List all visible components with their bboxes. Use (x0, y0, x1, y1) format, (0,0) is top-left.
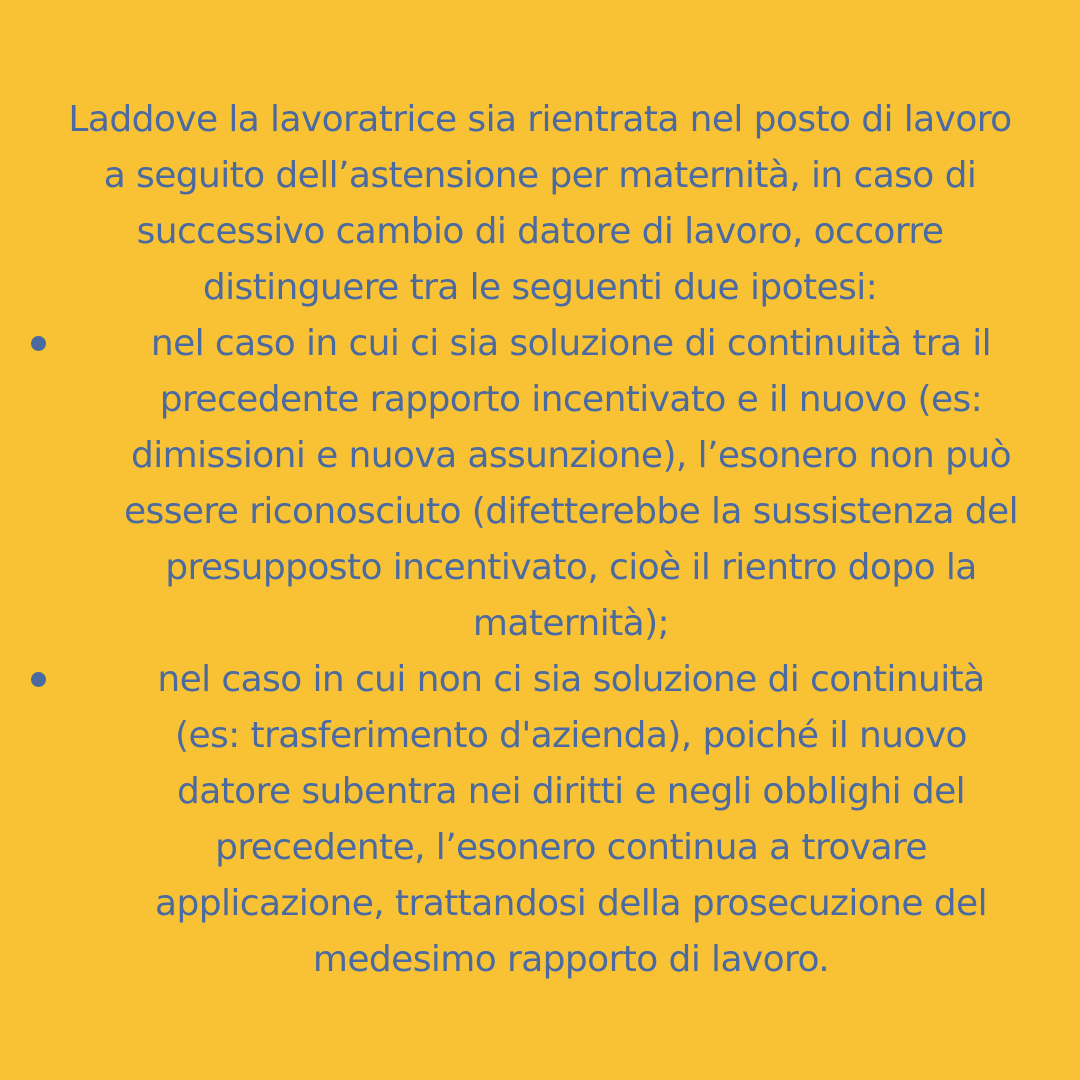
bullet-dot-icon (31, 336, 46, 351)
bullet-text: nel caso in cui ci sia soluzione di continuità tra il precedente rapporto incentivato e il nuovo (es: dimissioni e nuova assunzione), l’esonero non può essere riconosciuto (difetterebbe la sussistenza del presupposto incentivato, cioè il rientro dopo la maternità); (123, 323, 1018, 644)
bullet-dot-icon (31, 672, 46, 687)
bullet-text: nel caso in cui non ci sia soluzione di continuità (es: trasferimento d'azienda), poiché il nuovo datore subentra nei diritti e negli obblighi del precedente, l’esonero continua a trovare applicazione, trattandosi della prosecuzione del medesimo rapporto di lavoro. (154, 659, 987, 980)
intro-paragraph: Laddove la lavoratrice sia rientrata nel posto di lavoro a seguito dell’astensione per maternità, in caso di successivo cambio di datore di lavoro, occorre distinguere tra le seguenti due ipotesi: (68, 99, 1012, 308)
